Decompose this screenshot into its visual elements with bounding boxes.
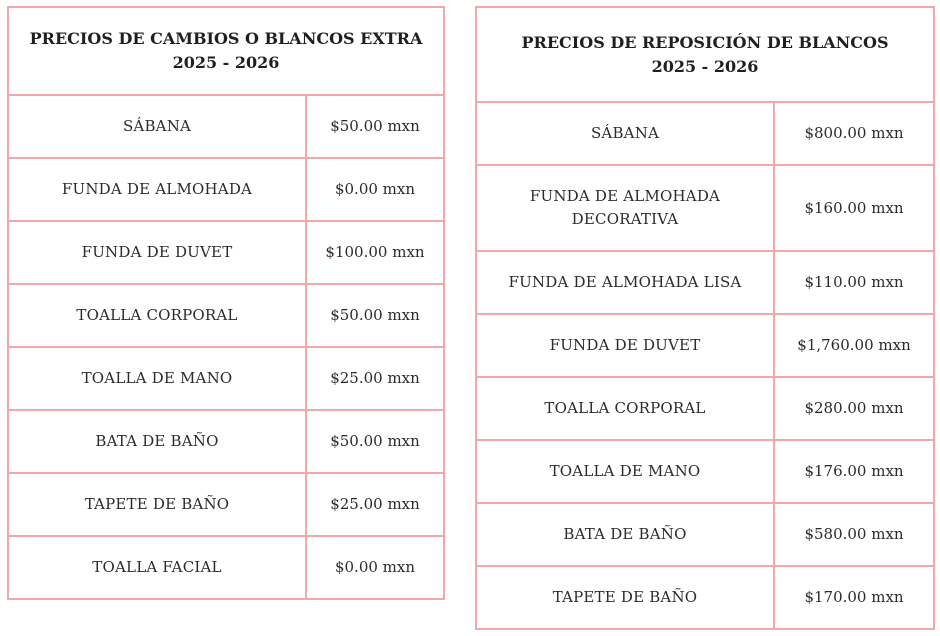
table-row	[476, 440, 934, 503]
item-name: BATA DE BAÑO	[476, 503, 774, 566]
item-name: SÁBANA	[8, 95, 306, 158]
table-row	[476, 165, 934, 251]
item-price: $100.00 mxn	[306, 221, 444, 284]
table-row	[476, 377, 934, 440]
item-name: TOALLA DE MANO	[8, 347, 306, 410]
table-row	[476, 102, 934, 165]
table-row	[8, 410, 444, 473]
table-title	[8, 7, 444, 95]
item-name: FUNDA DE ALMOHADA LISA	[476, 251, 774, 314]
item-name: TOALLA DE MANO	[476, 440, 774, 503]
item-name: TAPETE DE BAÑO	[8, 473, 306, 536]
item-price: $280.00 mxn	[774, 377, 934, 440]
item-price: $25.00 mxn	[306, 473, 444, 536]
item-price: $160.00 mxn	[774, 165, 934, 251]
item-price: $50.00 mxn	[306, 410, 444, 473]
item-price: $110.00 mxn	[774, 251, 934, 314]
table-header-row	[476, 7, 934, 102]
table-row	[8, 347, 444, 410]
table-title-text: PRECIOS DE CAMBIOS O BLANCOS EXTRA	[29, 29, 423, 48]
item-name: SÁBANA	[476, 102, 774, 165]
item-price: $580.00 mxn	[774, 503, 934, 566]
table-years: 2025 - 2026	[172, 53, 280, 72]
table-title	[476, 7, 934, 102]
item-price: $1,760.00 mxn	[774, 314, 934, 377]
item-price: $0.00 mxn	[306, 536, 444, 599]
item-price: $0.00 mxn	[306, 158, 444, 221]
table-title-text: PRECIOS DE REPOSICIÓN DE BLANCOS	[521, 32, 889, 52]
item-price: $800.00 mxn	[774, 102, 934, 165]
table-row	[8, 536, 444, 599]
table-row	[8, 221, 444, 284]
table-row	[476, 314, 934, 377]
table-row	[476, 251, 934, 314]
item-price: $176.00 mxn	[774, 440, 934, 503]
item-name: FUNDA DE ALMOHADA	[8, 158, 306, 221]
item-price: $170.00 mxn	[774, 566, 934, 629]
table-years: 2025 - 2026	[651, 56, 759, 76]
table-row	[8, 158, 444, 221]
item-name: FUNDA DE ALMOHADA DECORATIVA	[476, 165, 774, 251]
table-row	[8, 284, 444, 347]
item-name: TOALLA CORPORAL	[8, 284, 306, 347]
table-row	[476, 503, 934, 566]
item-price: $50.00 mxn	[306, 284, 444, 347]
item-price: $25.00 mxn	[306, 347, 444, 410]
item-price: $50.00 mxn	[306, 95, 444, 158]
replacement-linens-price-table	[475, 6, 935, 630]
table-row	[8, 473, 444, 536]
table-row	[476, 566, 934, 629]
item-name: TOALLA CORPORAL	[476, 377, 774, 440]
item-name: BATA DE BAÑO	[8, 410, 306, 473]
item-name: TOALLA FACIAL	[8, 536, 306, 599]
item-name: FUNDA DE DUVET	[476, 314, 774, 377]
item-name: FUNDA DE DUVET	[8, 221, 306, 284]
table-header-row	[8, 7, 444, 95]
item-name: TAPETE DE BAÑO	[476, 566, 774, 629]
extra-linens-price-table	[7, 6, 445, 600]
table-row	[8, 95, 444, 158]
